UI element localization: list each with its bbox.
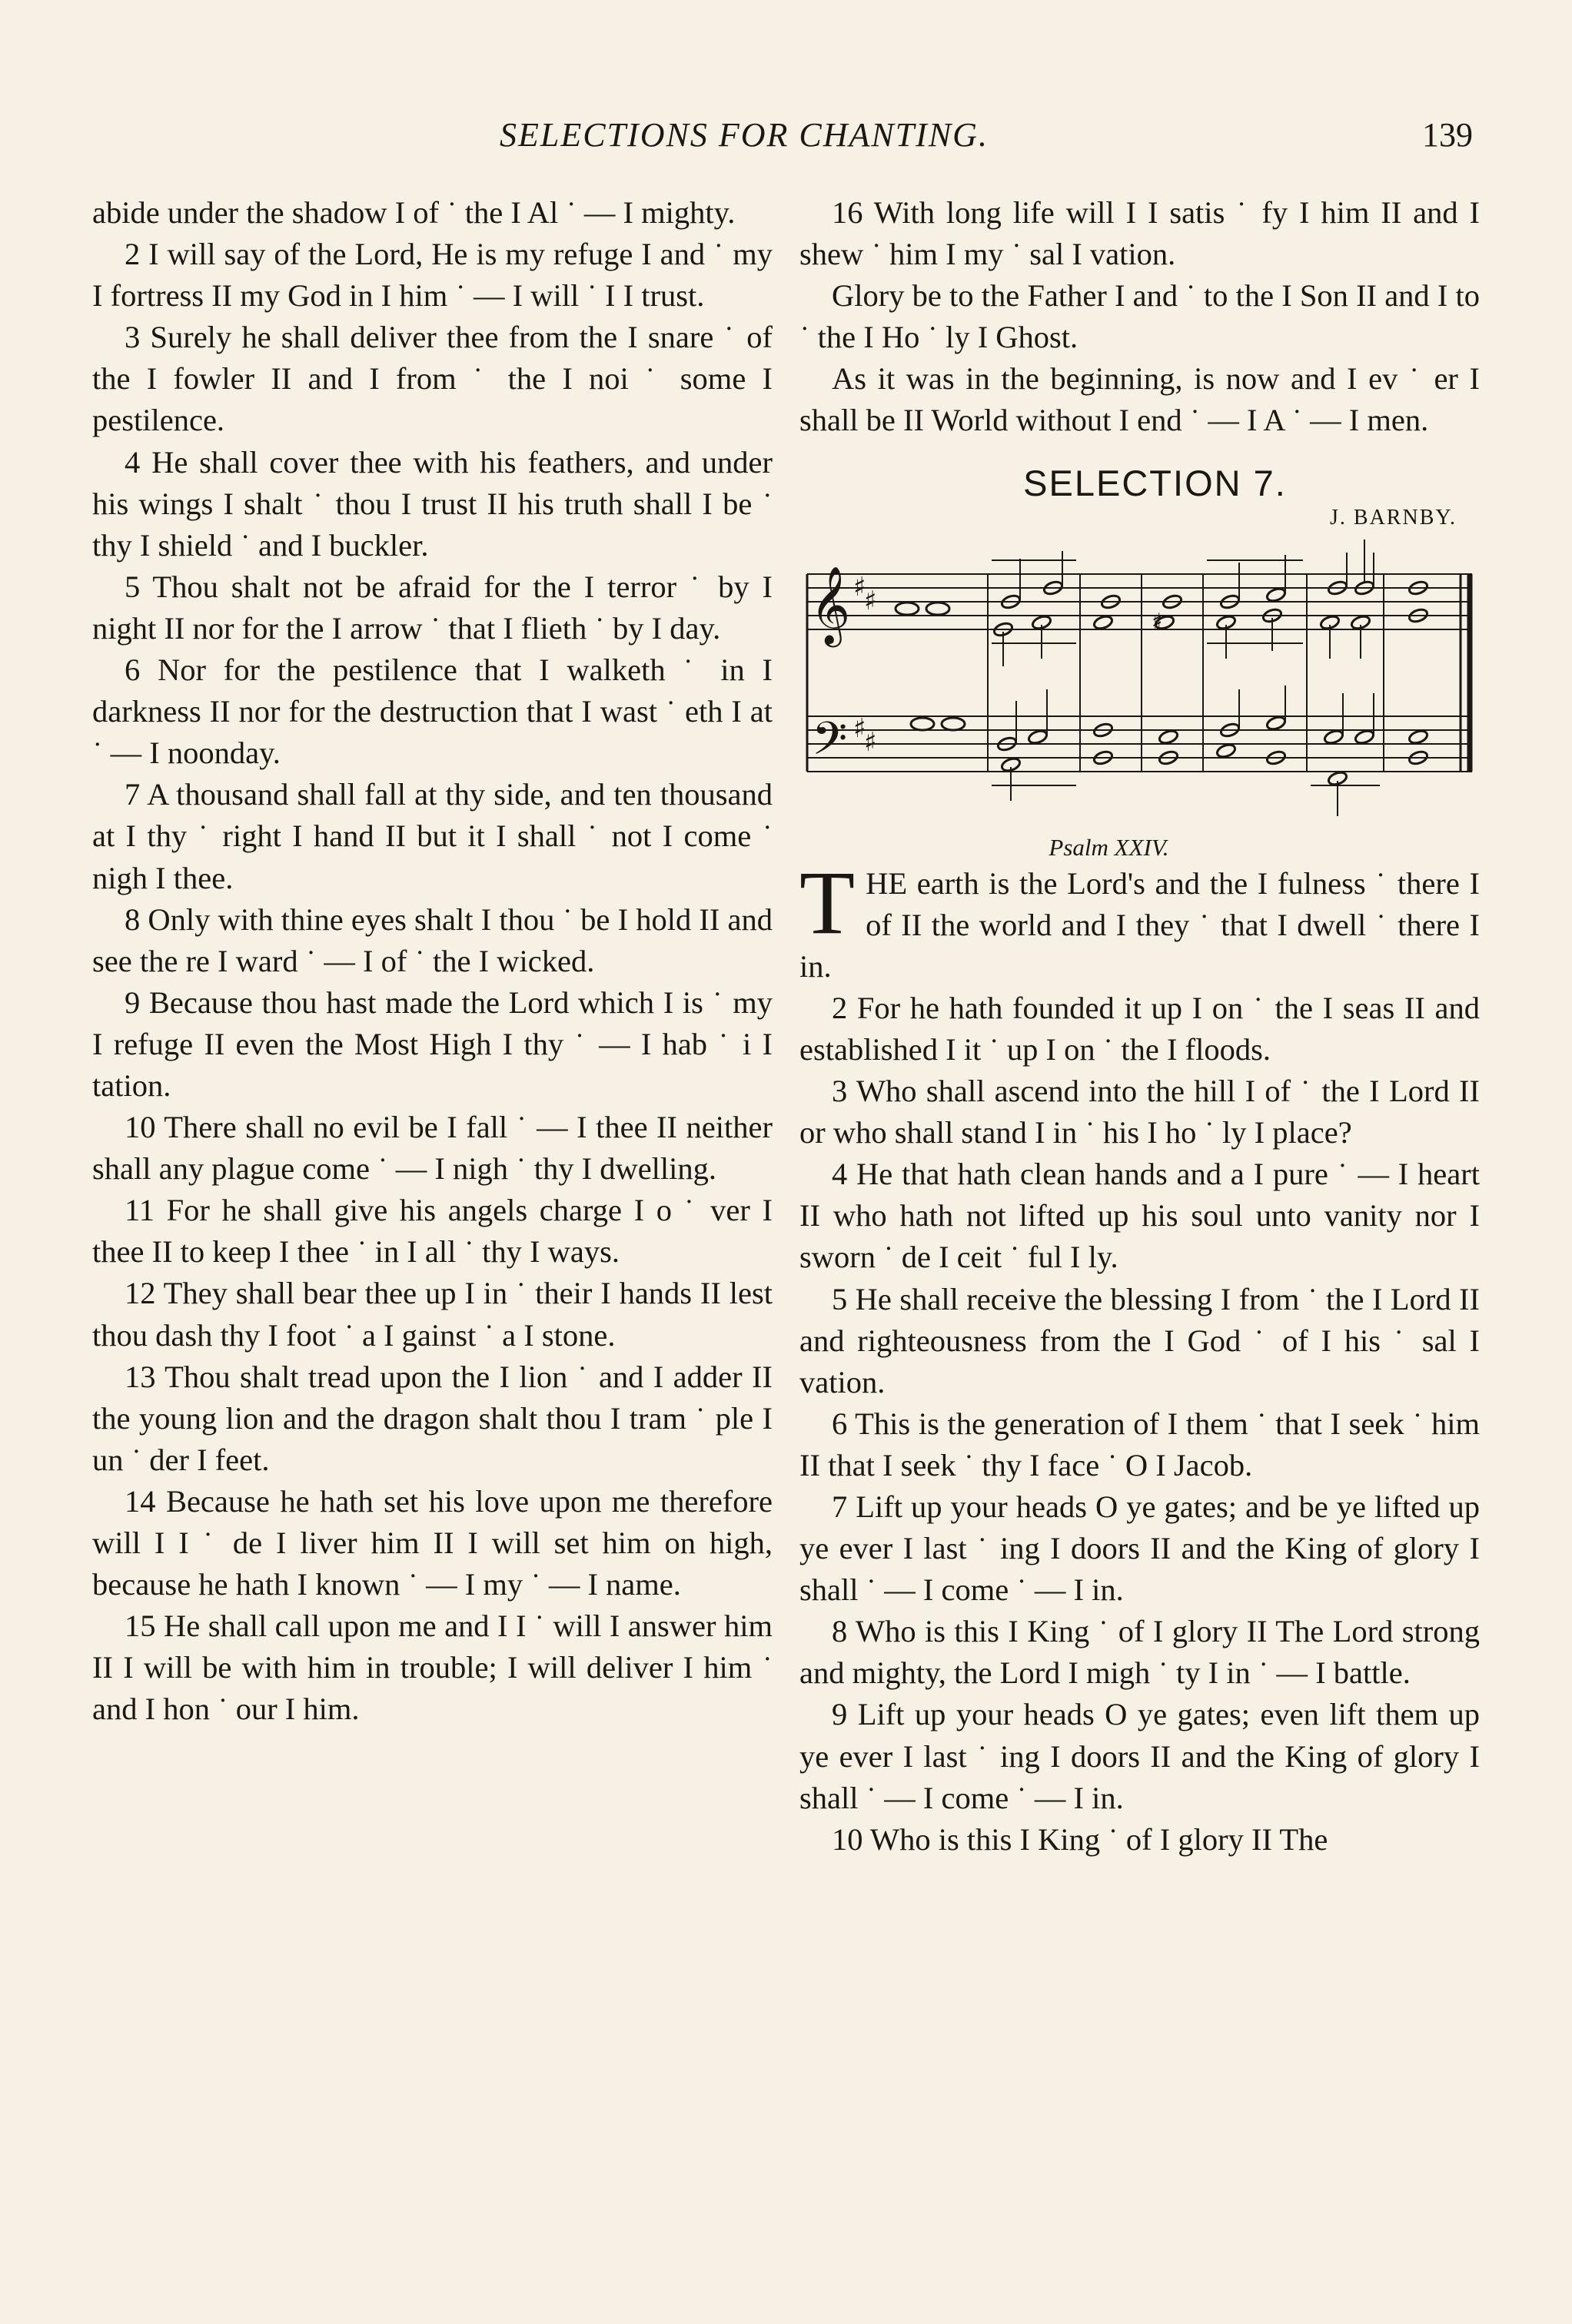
verse: 4 He that hath clean hands and a I pure ˙ — I heart II who hath not lifted up his soul unto vanity nor I sworn ˙ de I ceit ˙ ful I ly.: [799, 1157, 1480, 1275]
page-number: 139: [1422, 116, 1473, 154]
svg-text:♯: ♯: [864, 726, 877, 758]
verse: 9 Because thou hast made the Lord which I is ˙ my I refuge II even the Most High I thy ˙ — I hab ˙ i I tation.: [92, 984, 773, 1103]
verse: 7 A thousand shall fall at thy side, and ten thousand at I thy ˙ right I hand II but it I shall ˙ not I come ˙ nigh I thee.: [92, 777, 773, 895]
psalm-reference: Psalm XXIV.: [1049, 833, 1169, 861]
verse: 8 Only with thine eyes shalt I thou ˙ be I hold II and see the re I ward ˙ — I of ˙ the I wicked.: [92, 901, 773, 978]
verse: 5 He shall receive the blessing I from ˙ the I Lord II and righteousness from the I God ˙ of I his ˙ sal I vation.: [799, 1281, 1480, 1399]
verse: 9 Lift up your heads O ye gates; even lift them up ye ever I last ˙ ing I doors II and the King of glory I shall ˙ — I come ˙ — I in.: [799, 1697, 1480, 1815]
page-header: [0, 115, 1572, 161]
doxology-line: Glory be to the Father I and ˙ to the I Son II and I to ˙ the I Ho ˙ ly I Ghost.: [799, 278, 1480, 355]
left-column: [92, 192, 773, 1730]
running-title: SELECTIONS FOR CHANTING.: [500, 116, 989, 154]
composer-credit: J. BARNBY.: [1330, 505, 1457, 530]
verse: 12 They shall bear thee up I in ˙ their I hands II lest thou dash thy I foot ˙ a I gainst ˙ a I stone.: [92, 1276, 773, 1353]
right-column: [799, 192, 1480, 1861]
verse: 11 For he shall give his angels charge I o ˙ ver I thee II to keep I thee ˙ in I all ˙ thy I ways.: [92, 1193, 773, 1270]
drop-cap: T: [799, 852, 856, 953]
svg-text:♯: ♯: [1152, 608, 1163, 636]
svg-text:𝄞: 𝄞: [810, 564, 851, 644]
doxology-line: As it was in the beginning, is now and I ev ˙ er I shall be II World without I end ˙ — I A ˙ — I men.: [799, 361, 1480, 438]
verse-text: HE earth is the Lord's and the I fulness ˙ there I of II the world and I they ˙ that I dwell ˙ there I in.: [799, 865, 1480, 984]
verse: 5 Thou shalt not be afraid for the I terror ˙ by I night II nor for the I arrow ˙ that I flieth ˙ by I day.: [92, 569, 773, 646]
verse: abide under the shadow I of ˙ the I Al ˙ — I mighty.: [92, 195, 736, 230]
verse: 2 I will say of the Lord, He is my refuge I and ˙ my I fortress II my God in I him ˙ — I will ˙ I I trust.: [92, 237, 773, 314]
svg-text:𝄢: 𝄢: [812, 711, 848, 776]
verse: 7 Lift up your heads O ye gates; and be ye lifted up ye ever I last ˙ ing I doors II and the King of glory I shall ˙ — I come ˙ — I in.: [799, 1489, 1480, 1608]
verse: 4 He shall cover thee with his feathers, and under his wings I shalt ˙ thou I trust II his truth shall I be ˙ thy I shield ˙ and I buckler.: [92, 444, 773, 563]
verse: 3 Surely he shall deliver thee from the I snare ˙ of the I fowler II and I from ˙ the I noi ˙ some I pestilence.: [92, 320, 773, 438]
selection-title: SELECTION 7.: [1023, 462, 1287, 503]
svg-text:♯: ♯: [864, 585, 877, 616]
verse: 14 Because he hath set his love upon me therefore will I I ˙ de I liver him II I will set him on high, because he hath I known ˙ — I my ˙ — I name.: [92, 1483, 773, 1602]
verse: 3 Who shall ascend into the hill I of ˙ the I Lord II or who shall stand I in ˙ his I ho ˙ ly I place?: [799, 1074, 1480, 1150]
svg-text:♯: ♯: [853, 571, 866, 603]
verse: 15 He shall call upon me and I I ˙ will I answer him II I will be with him in trouble; I will deliver I him ˙ and I hon ˙ our I him.: [92, 1609, 773, 1727]
chant-score: [799, 536, 1480, 835]
svg-text:♯: ♯: [853, 712, 866, 744]
verse: 6 Nor for the pestilence that I walketh ˙ in I darkness II nor for the destruction that I wast ˙ eth I at ˙ — I noonday.: [92, 652, 773, 771]
verse: 16 With long life will I I satis ˙ fy I him II and I shew ˙ him I my ˙ sal I vation.: [799, 195, 1480, 272]
verse: 10 There shall no evil be I fall ˙ — I thee II neither shall any plague come ˙ — I nigh ˙ thy I dwelling.: [92, 1110, 773, 1187]
verse: 2 For he hath founded it up I on ˙ the I seas II and established I it ˙ up I on ˙ the I floods.: [799, 990, 1480, 1067]
verse: 13 Thou shalt tread upon the I lion ˙ and I adder II the young lion and the dragon shalt thou I tram ˙ ple I un ˙ der I feet.: [92, 1359, 773, 1477]
verse: 8 Who is this I King ˙ of I glory II The Lord strong and mighty, the Lord I migh ˙ ty I in ˙ — I battle.: [799, 1614, 1480, 1691]
verse: 10 Who is this I King ˙ of I glory II The: [832, 1821, 1328, 1857]
psalm-first-verse: [799, 852, 1480, 988]
verse: 6 This is the generation of I them ˙ that I seek ˙ him II that I seek ˙ thy I face ˙ O I Jacob.: [799, 1406, 1480, 1482]
